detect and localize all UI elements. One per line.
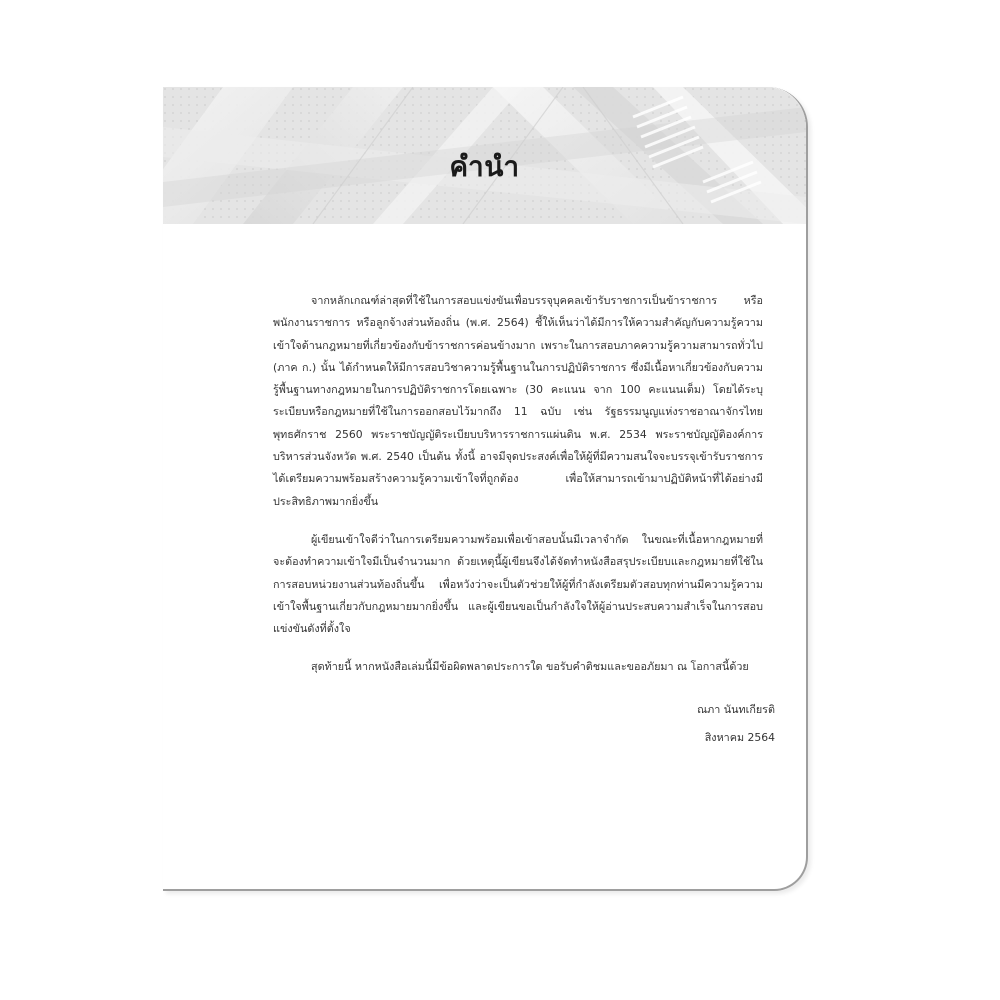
- signature-date: สิงหาคม 2564: [704, 731, 775, 744]
- paragraph: สุดท้ายนี้ หากหนังสือเล่มนี้มีข้อผิดพลาดประการใด ขอรับคำติชมและขออภัยมา ณ โอกาสนี้ด้วย: [311, 660, 749, 674]
- header-banner: [163, 87, 806, 224]
- paragraph: ผู้เขียนเข้าใจดีว่าในการเตรียมความพร้อมเพื่อเข้าสอบนั้นมีเวลาจำกัด ในขณะที่เนื้อหากฎหมายที่จะต้องทำความเข้าใจมีเป็นจำนวนมาก ด้วยเหตุนี้ผู้เขียนจึงได้จัดทำหนังสือสรุประเบียบและกฎหมายที่ใช้ในการสอบหน่วยงานส่วนท้องถิ่นขึ้น เพื่อหวังว่าจะเป็นตัวช่วยให้ผู้ที่กำลังเตรียมตัวสอบทุกท่านมีความรู้ความเข้าใจพื้นฐานเกี่ยวกับกฎหมายมากยิ่งขึ้น และผู้เขียนขอเป็นกำลังใจให้ผู้อ่านประสบความสำเร็จในการสอบแข่งขันดังที่ตั้งใจ: [273, 532, 763, 636]
- page-card: [163, 87, 808, 891]
- page-title: คำนำ: [449, 150, 520, 183]
- paragraph: จากหลักเกณฑ์ล่าสุดที่ใช้ในการสอบแข่งขันเพื่อบรรจุบุคคลเข้ารับราชการเป็นข้าราชการ หรือพนักงานราชการ หรือลูกจ้างส่วนท้องถิ่น (พ.ศ. 2564) ชี้ให้เห็นว่าได้มีการให้ความสำคัญกับความรู้ความเข้าใจด้านกฎหมายที่เกี่ยวข้องกับข้าราชการค่อนข้างมาก เพราะในการสอบภาคความรู้ความสามารถทั่วไป (ภาค ก.) นั้น ได้กำหนดให้มีการสอบวิชาความรู้พื้นฐานในการปฏิบัติราชการ ซึ่งมีเนื้อหาเกี่ยวข้องกับความรู้พื้นฐานทางกฎหมายในการปฏิบัติราชการโดยเฉพาะ (30 คะแนน จาก 100 คะแนนเต็ม) โดยได้ระบุระเบียบหรือกฎหมายที่ใช้ในการออกสอบไว้มากถึง 11 ฉบับ เช่น รัฐธรรมนูญแห่งราชอาณาจักรไทย พุทธศักราช 2560 พระราชบัญญัติระเบียบบริหารราชการแผ่นดิน พ.ศ. 2534 พระราชบัญญัติองค์การบริหารส่วนจังหวัด พ.ศ. 2540 เป็นต้น ทั้งนี้ อาจมีจุดประสงค์เพื่อให้ผู้ที่มีความสนใจจะบรรจุเข้ารับราชการได้เตรียมความพร้อมสร้างความรู้ความเข้าใจที่ถูกต้อง เพื่อให้สามารถเข้ามาปฏิบัติหน้าที่ได้อย่างมีประสิทธิภาพมากยิ่งขึ้น: [273, 294, 763, 508]
- author-name: ณภา นันทเกียรติ: [697, 703, 775, 716]
- preface-body: [273, 290, 763, 695]
- signature-block: [606, 696, 806, 752]
